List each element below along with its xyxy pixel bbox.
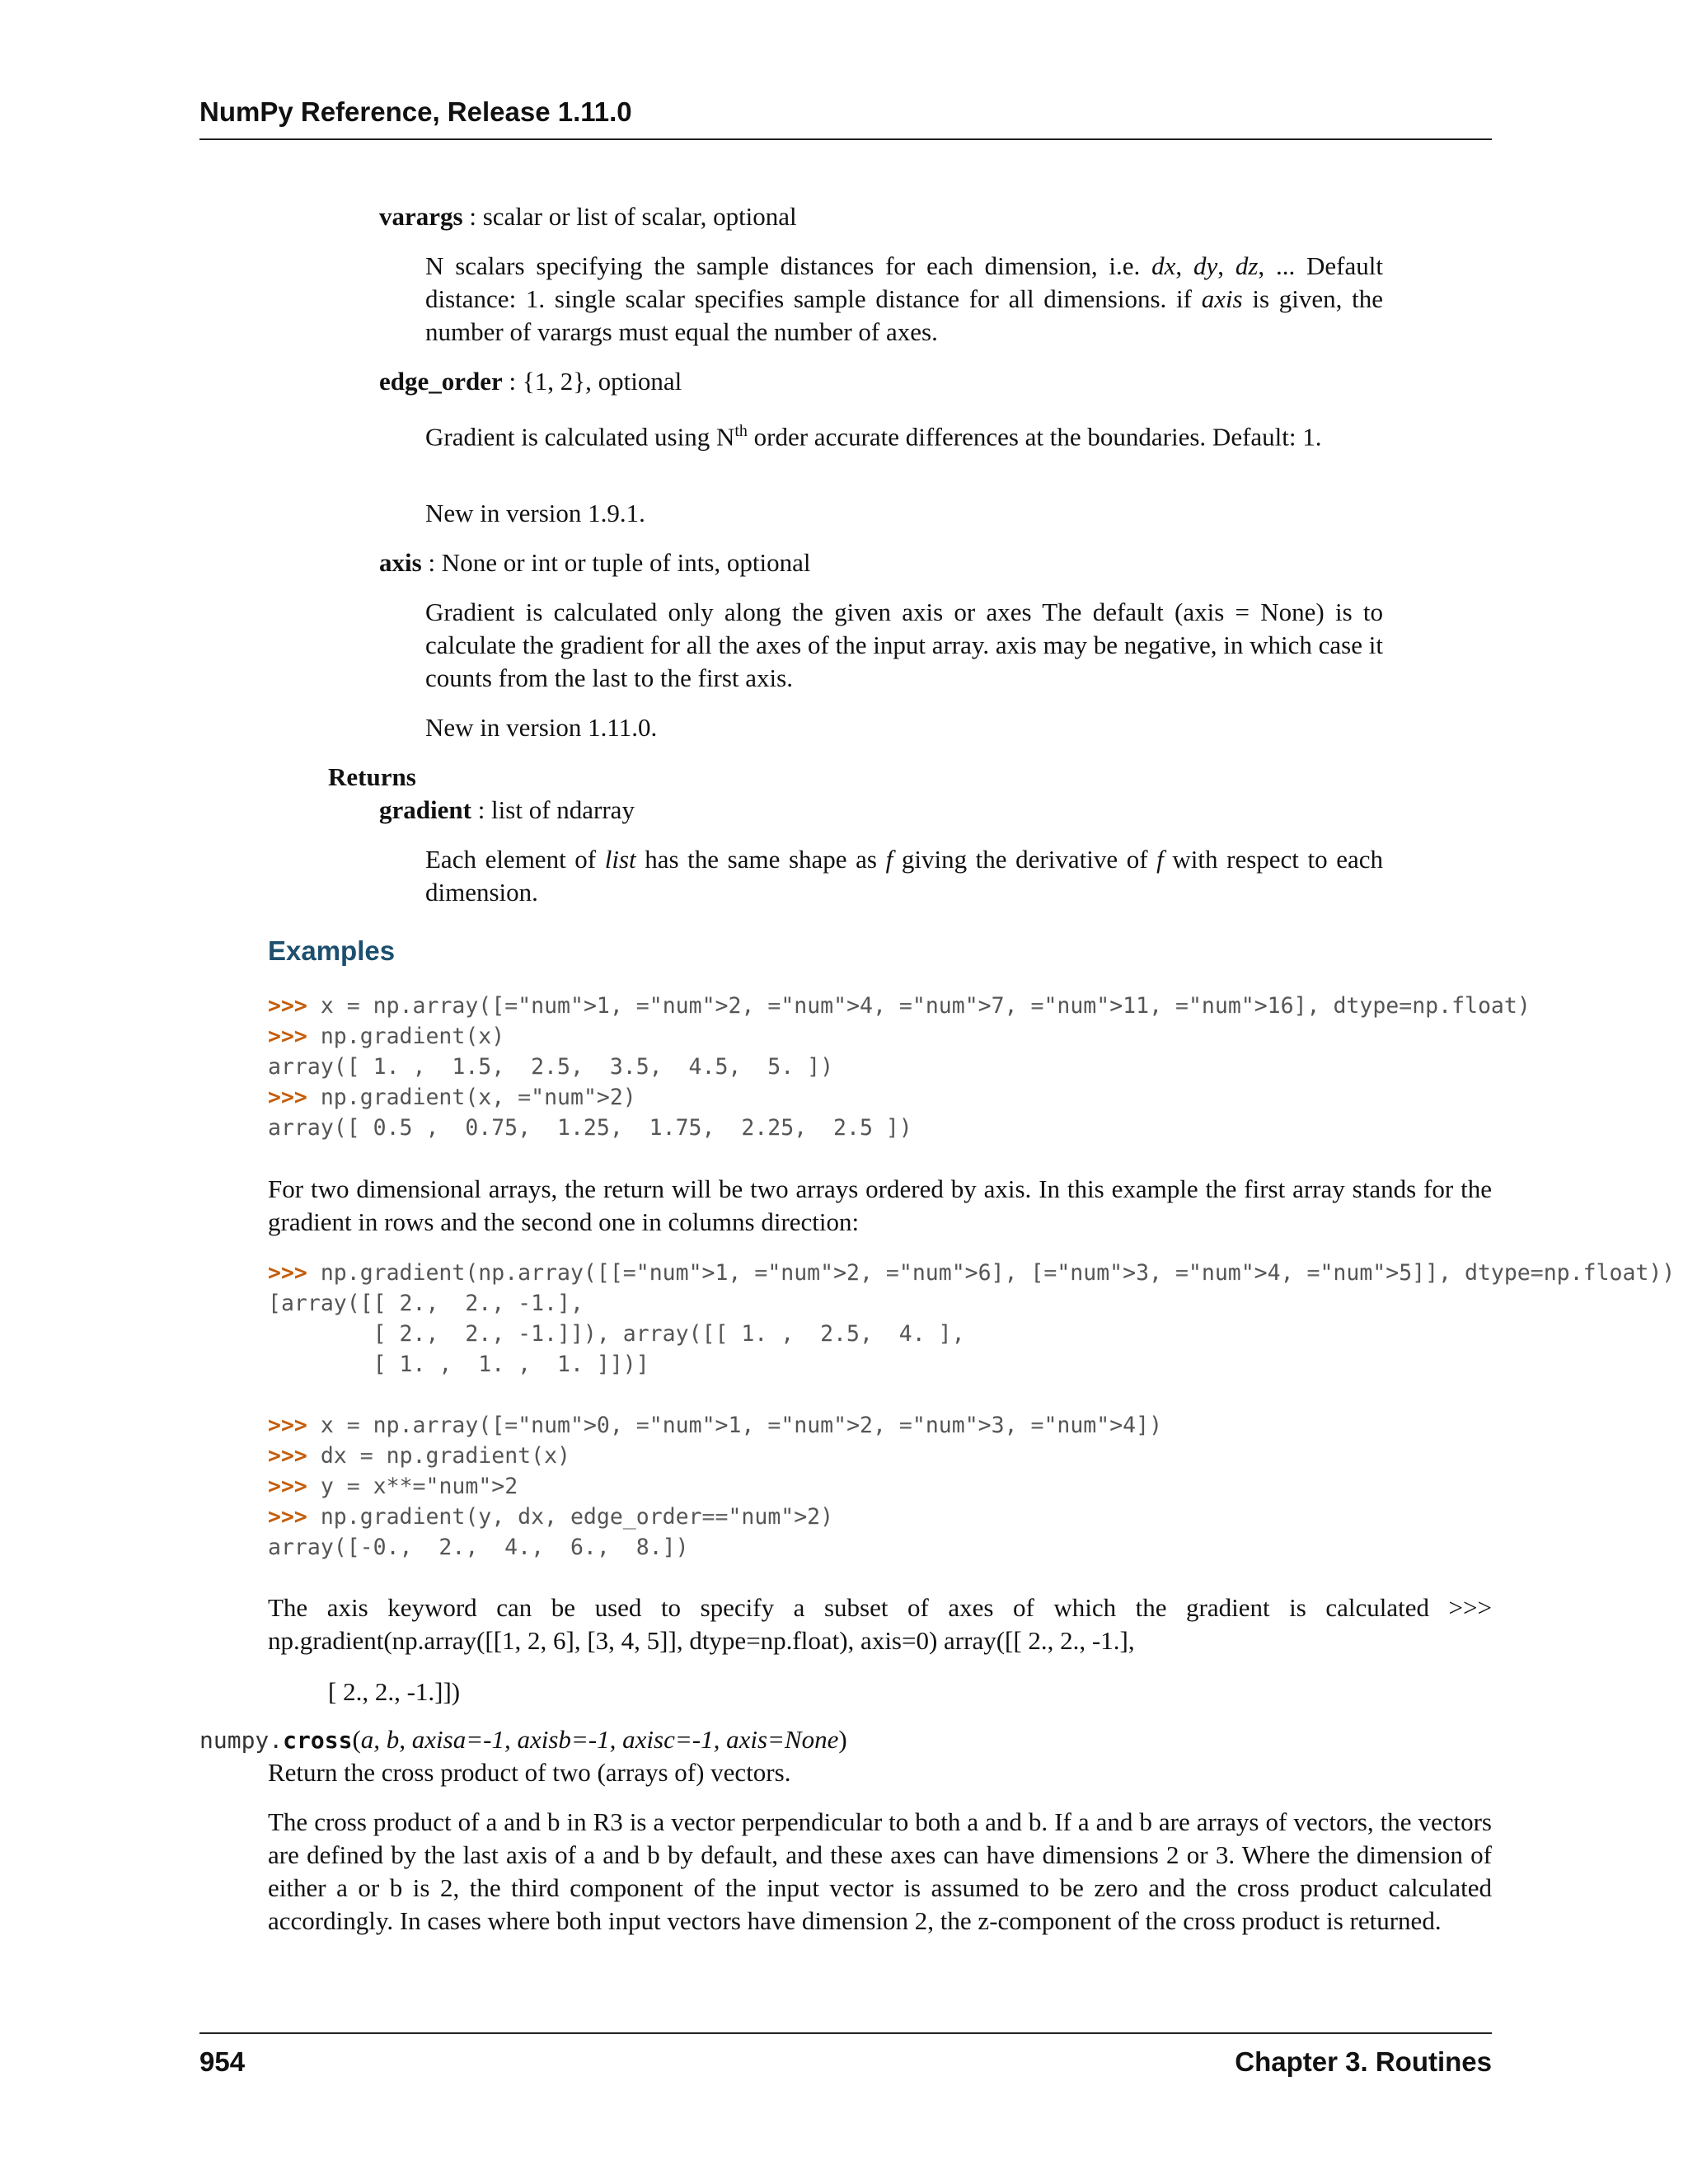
code-line: array([-0., 2., 4., 6., 8.]) — [268, 1535, 689, 1560]
param-type: : scalar or list of scalar, optional — [462, 202, 797, 231]
header-title: NumPy Reference, Release 1.11.0 — [199, 96, 632, 127]
param-axis-version: New in version 1.11.0. — [425, 713, 658, 742]
param-name: gradient — [379, 795, 471, 824]
code-line: >>> dx = np.gradient(x) — [268, 1443, 570, 1469]
param-name: edge_order — [379, 367, 503, 396]
param-name: axis — [379, 548, 422, 577]
code-line: >>> np.gradient(np.array([[="num">1, ="num">2, ="num">6], [="num">3, ="num">4, ="num">5]], dtype=np.float)) — [268, 1260, 1676, 1286]
code-line: >>> np.gradient(x, ="num">2) — [268, 1085, 636, 1110]
code-line: [ 1. , 1. , 1. ]])] — [268, 1352, 649, 1377]
param-type: : list of ndarray — [471, 795, 635, 824]
paragraph-axis-keyword: The axis keyword can be used to specify a subset of axes of which the gradient is calculated >>> np.gradient(np.array([[1, 2, 6], [3, 4, 5]], dtype=np.float), axis=0) array([[ 2., 2., -1.], — [268, 1593, 1492, 1655]
code-line: >>> x = np.array([="num">1, ="num">2, ="num">4, ="num">7, ="num">11, ="num">16], dtype=np.float) — [268, 993, 1531, 1019]
returns-gradient — [379, 794, 635, 827]
param-axis-desc: Gradient is calculated only along the given axis or axes The default (axis = None) is to calculate the gradient for all the axes of the input array. axis may be negative, in which case it counts from the last to the first axis. — [425, 598, 1383, 692]
code-line: >>> x = np.array([="num">0, ="num">1, ="num">2, ="num">3, ="num">4]) — [268, 1413, 1163, 1438]
cross-description: The cross product of a and b in R3 is a vector perpendicular to both a and b. If a and b are arrays of vectors, the vectors are defined by the last axis of a and b by default, and these axes can have dimensions 2 or 3. Where the dimension of either a or b is 2, the third component of the input vector is assumed to be zero and the cross product calculated accordingly. In cases where both input vectors have dimension 2, the z-component of the cross product is returned. — [268, 1807, 1492, 1935]
returns-desc: Each element of list has the same shape as f giving the derivative of f with respect to each dimension. — [425, 845, 1384, 907]
param-name: varargs — [379, 202, 463, 231]
signature-args: a, b, axisa=-1, axisb=-1, axisc=-1, axis=None — [360, 1725, 839, 1754]
code-line: >>> y = x**="num">2 — [268, 1474, 518, 1499]
running-header — [199, 92, 1492, 140]
param-type: : {1, 2}, optional — [502, 367, 682, 396]
param-axis — [379, 546, 811, 579]
param-edge-order — [379, 365, 682, 398]
code-block-1 — [268, 991, 1531, 1143]
param-varargs-desc: N scalars specifying the sample distances for each dimension, i.e. dx, dy, dz, ... Default distance: 1. single scalar specifies sample distance for all dimensions. if axis is given, the number of varargs must equal the number of axes. — [425, 251, 1383, 346]
code-line: >>> np.gradient(x) — [268, 1024, 505, 1049]
examples-heading: Examples — [268, 935, 396, 966]
param-edge-order-version: New in version 1.9.1. — [425, 499, 645, 527]
code-line: array([ 1. , 1.5, 2.5, 3.5, 4.5, 5. ]) — [268, 1054, 834, 1080]
code-block-2 — [268, 1258, 1676, 1380]
code-block-3 — [268, 1410, 1492, 1563]
code-line: array([ 0.5 , 0.75, 1.25, 1.75, 2.25, 2.5 ]) — [268, 1115, 912, 1141]
code-line: >>> np.gradient(y, dx, edge_order=="num">2) — [268, 1504, 834, 1530]
paragraph-2d-arrays: For two dimensional arrays, the return will be two arrays ordered by axis. In this example the first array stands for the gradient in rows and the second one in columns direction: — [268, 1174, 1492, 1236]
code-line: [array([[ 2., 2., -1.], — [268, 1291, 584, 1316]
running-footer — [199, 2032, 1492, 2082]
returns-heading: Returns — [328, 762, 416, 791]
page-number: 954 — [199, 2046, 246, 2077]
code-line: [ 2., 2., -1.]]), array([[ 1. , 2.5, 4. ], — [268, 1321, 965, 1347]
param-varargs — [379, 200, 797, 233]
param-type: : None or int or tuple of ints, optional — [421, 548, 811, 577]
chapter-label: Chapter 3. Routines — [1235, 2046, 1492, 2077]
paragraph-axis-continuation: [ 2., 2., -1.]]) — [328, 1677, 461, 1706]
signature-function-name: cross — [283, 1727, 353, 1754]
function-signature: numpy.cross(a, b, axisa=-1, axisb=-1, axisc=-1, axis=None) — [199, 1725, 847, 1754]
cross-summary: Return the cross product of two (arrays of) vectors. — [268, 1758, 791, 1787]
param-edge-order-desc: Gradient is calculated using $N^{th}$ order accurate differences at the boundaries. Default: 1. — [425, 422, 1322, 452]
signature-module: numpy. — [199, 1727, 284, 1754]
